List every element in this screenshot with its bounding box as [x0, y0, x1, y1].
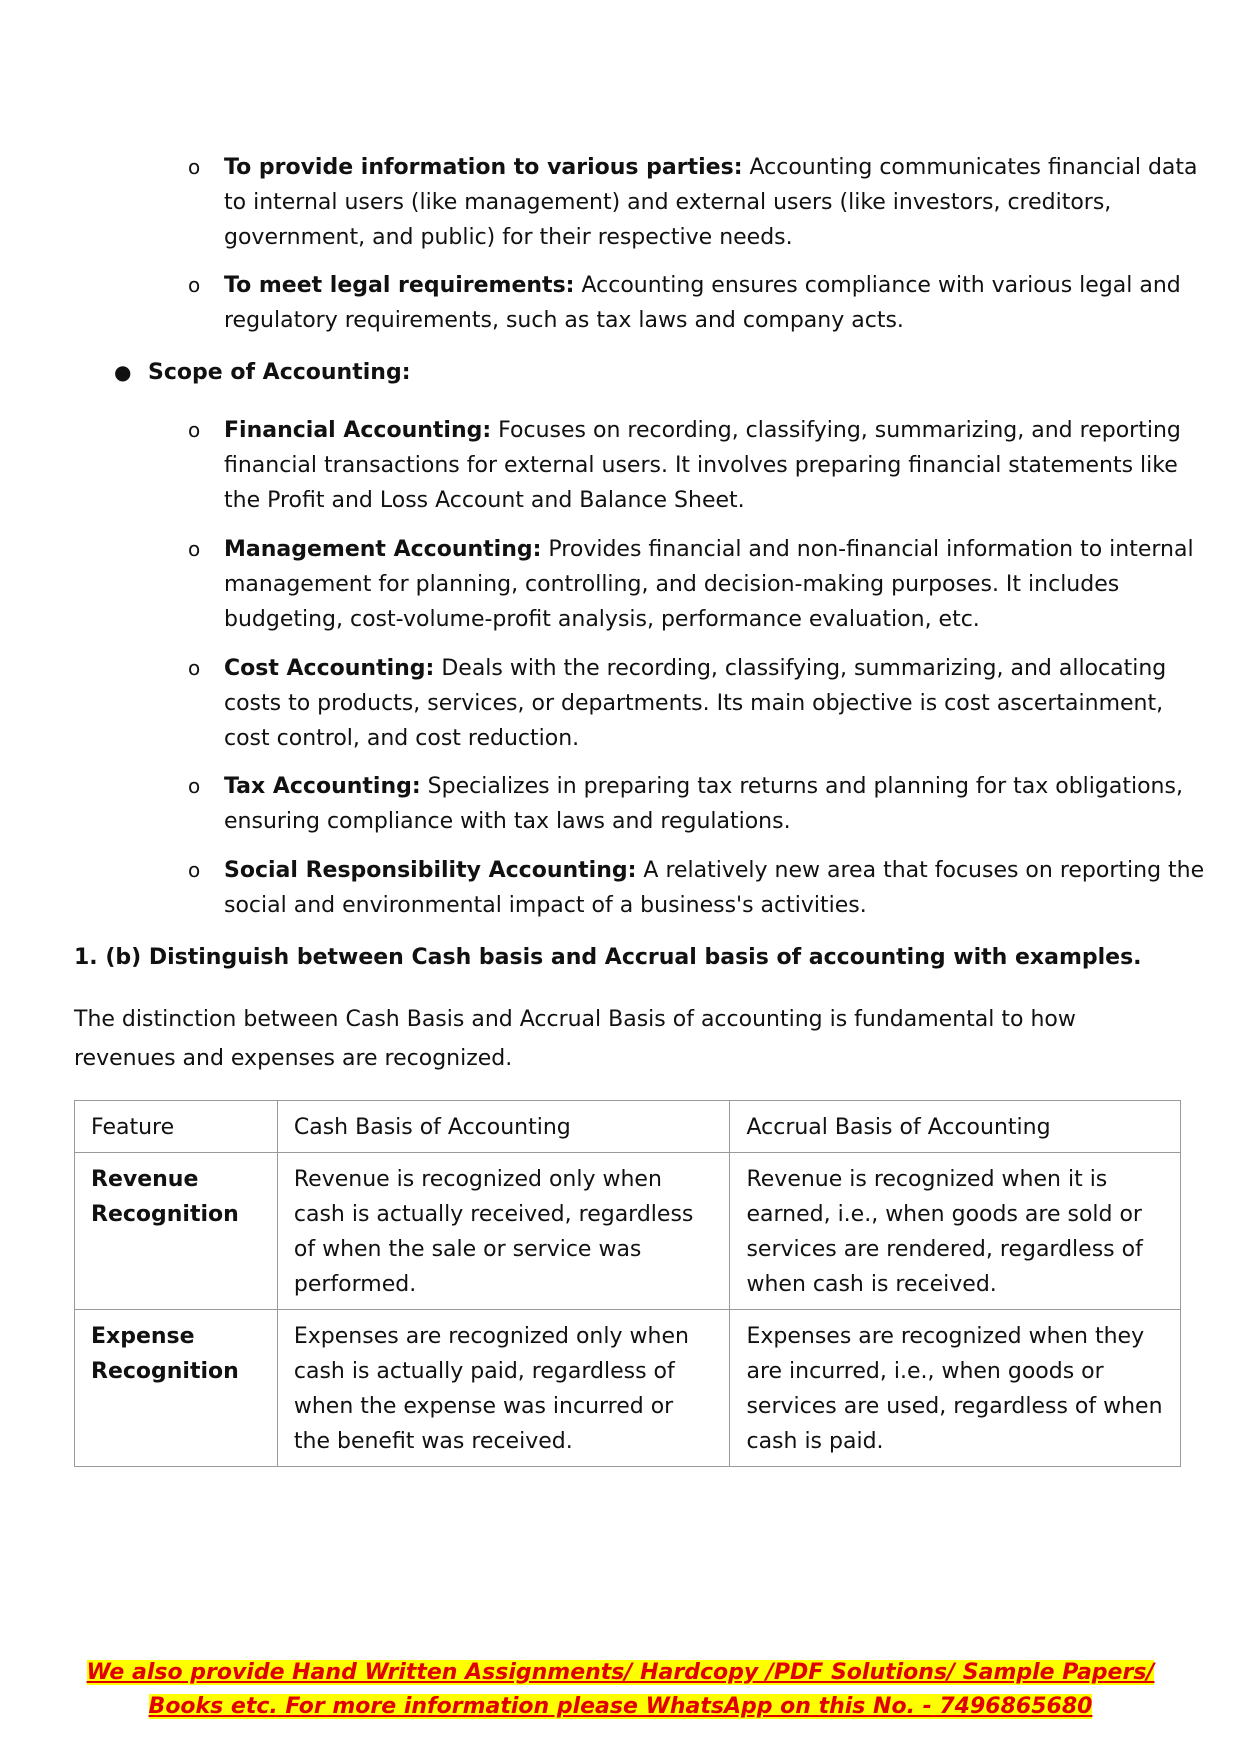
table-row — [75, 1153, 1181, 1310]
footer-line-2: Books etc. For more information please WhatsApp on this No. - 7496865680 — [148, 1694, 1093, 1719]
item-text: Focuses on recording, classifying, summarizing, and reporting financial transactions for external users. It involves preparing financial statements like the Profit and Loss Account and Balance Sheet. — [224, 418, 1181, 513]
table-header-cell: Cash Basis of Accounting — [277, 1101, 730, 1153]
table-cell: Revenue is recognized when it is earned, i.e., when goods are sold or services are rendered, regardless of when cash is received. — [730, 1153, 1181, 1310]
table-cell: Revenue is recognized only when cash is actually received, regardless of when the sale or service was performed. — [277, 1153, 730, 1310]
table-cell: Expenses are recognized when they are incurred, i.e., when goods or services are used, regardless of when cash is paid. — [730, 1310, 1181, 1467]
table-cell: Expense Recognition — [75, 1310, 278, 1467]
table-cell: Revenue Recognition — [75, 1153, 278, 1310]
intro-paragraph: The distinction between Cash Basis and Accrual Basis of accounting is fundamental to how revenues and expenses are recognized. — [74, 1007, 1076, 1071]
table-row — [75, 1310, 1181, 1467]
item-text: Accounting ensures compliance with various legal and regulatory requirements, such as tax laws and company acts. — [224, 273, 1181, 333]
circle-bullet-icon: o — [188, 858, 201, 882]
item-title: Financial Accounting: — [224, 418, 492, 443]
circle-bullet-icon: o — [188, 155, 201, 179]
table-header-cell: Accrual Basis of Accounting — [730, 1101, 1181, 1153]
item-title: Social Responsibility Accounting: — [224, 858, 637, 883]
item-text: Provides financial and non-financial information to internal management for planning, controlling, and decision-making purposes. It includes budgeting, cost-volume-profit analysis, performance evaluation, etc. — [224, 537, 1194, 632]
question-heading: 1. (b) Distinguish between Cash basis and Accrual basis of accounting with examples. — [74, 945, 1142, 970]
item-title: To meet legal requirements: — [224, 273, 575, 298]
section-heading: Scope of Accounting: — [148, 360, 411, 385]
footer-notice — [0, 1656, 1241, 1724]
item-title: Cost Accounting: — [224, 656, 435, 681]
circle-bullet-icon: o — [188, 774, 201, 798]
circle-bullet-icon: o — [188, 537, 201, 561]
table-header-row — [75, 1101, 1181, 1153]
item-text: Accounting communicates financial data to internal users (like management) and external users (like investors, creditors, government, and public) for their respective needs. — [224, 155, 1198, 250]
item-text: Specializes in preparing tax returns and planning for tax obligations, ensuring compliance with tax laws and regulations. — [224, 774, 1183, 834]
item-title: To provide information to various parties: — [224, 155, 743, 180]
bullet-icon: ● — [114, 360, 132, 384]
footer-line-1: We also provide Hand Written Assignments/ Hardcopy /PDF Solutions/ Sample Papers/ — [86, 1660, 1155, 1685]
table-cell: Expenses are recognized only when cash is actually paid, regardless of when the expense was incurred or the benefit was received. — [277, 1310, 730, 1467]
item-text: A relatively new area that focuses on reporting the social and environmental impact of a business's activities. — [224, 858, 1205, 918]
comparison-table — [74, 1100, 1181, 1467]
table-header-cell: Feature — [75, 1101, 278, 1153]
item-title: Tax Accounting: — [224, 774, 421, 799]
item-text: Deals with the recording, classifying, summarizing, and allocating costs to products, services, or departments. Its main objective is cost ascertainment, cost control, and cost reduction. — [224, 656, 1167, 751]
item-title: Management Accounting: — [224, 537, 542, 562]
circle-bullet-icon: o — [188, 273, 201, 297]
circle-bullet-icon: o — [188, 656, 201, 680]
circle-bullet-icon: o — [188, 418, 201, 442]
